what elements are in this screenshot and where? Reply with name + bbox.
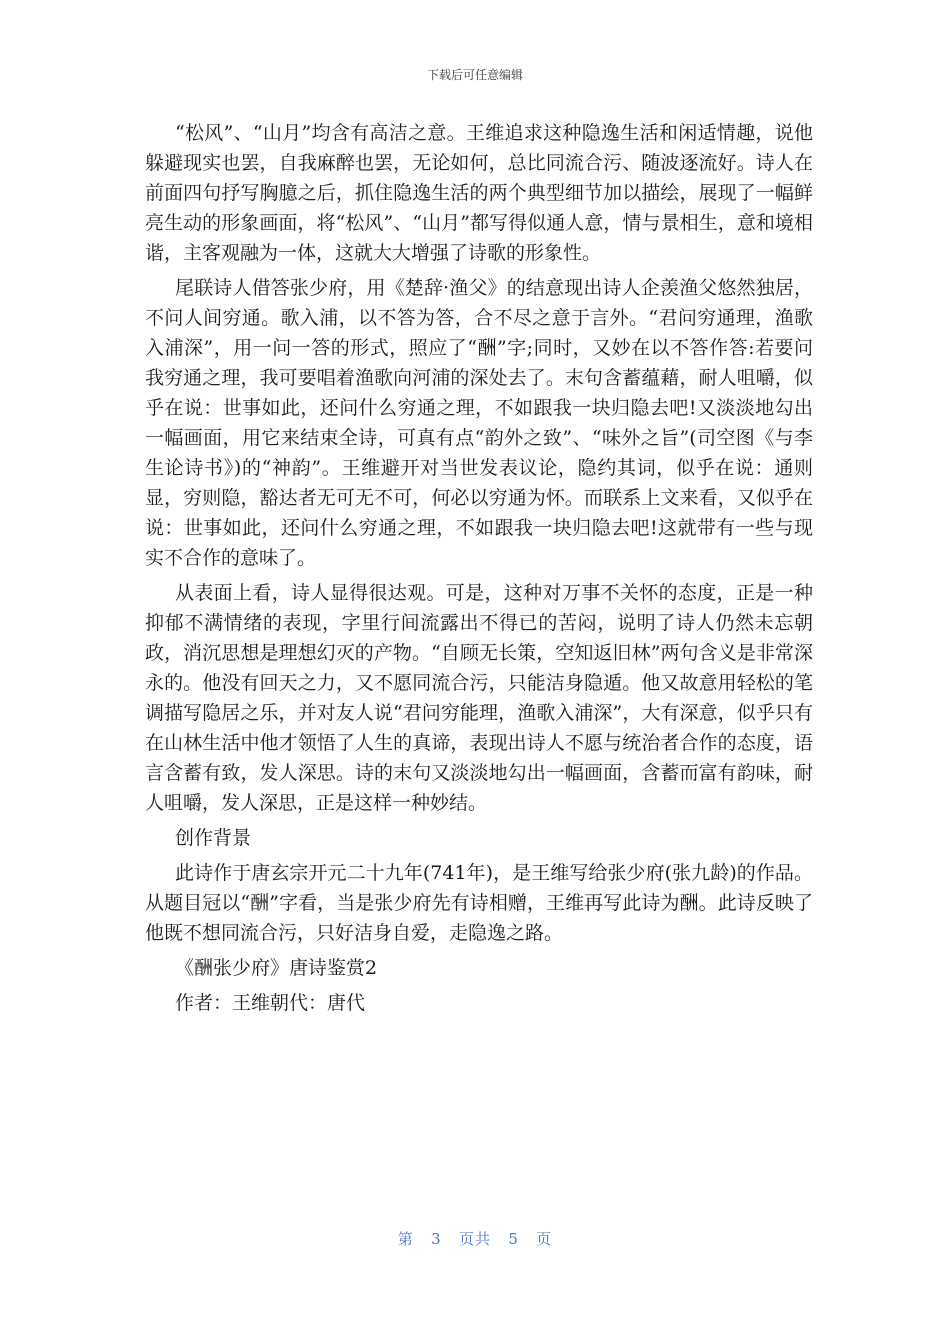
document-body	[145, 118, 813, 1018]
page-label-suffix: 页	[536, 1230, 553, 1248]
page-footer	[0, 1228, 950, 1249]
paragraph-3: 从表面上看，诗人显得很达观。可是，这种对万事不关怀的态度，正是一种抑郁不满情绪的表现，字里行间流露出不得已的苦闷，说明了诗人仍然未忘朝政，消沉思想是理想幻灭的产物。“自顾无长策，空知返旧林”两句含义是非常深永的。他没有回天之力，又不愿同流合污，只能洁身隐遁。他又故意用轻松的笔调描写隐居之乐，并对友人说“君问穷能理，渔歌入浦深”，大有深意，似乎只有在山林生活中他才领悟了人生的真谛，表现出诗人不愿与统治者合作的态度，语言含蓄有致，发人深思。诗的末句又淡淡地勾出一幅画面，含蓄而富有韵味，耐人咀嚼，发人深思，正是这样一种妙结。	[145, 582, 813, 814]
page-label-prefix: 第	[397, 1230, 414, 1248]
page-number-current: 3	[431, 1230, 442, 1248]
page-header: 下载后可任意编辑	[426, 68, 523, 82]
section-heading-background: 创作背景	[175, 827, 252, 849]
paragraph-background: 此诗作于唐玄宗开元二十九年(741年)，是王维写给张少府(张九龄)的作品。从题目冠以“酬”字看，当是张少府先有诗相赠，王维再写此诗为酬。此诗反映了他既不想同流合污，只好洁身自爱，走隐逸之路。	[145, 862, 813, 944]
paragraph-2: 尾联诗人借答张少府，用《楚辞·渔父》的结意现出诗人企羡渔父悠然独居，不问人间穷通。歌入浦，以不答为答，合不尽之意于言外。“君问穷通理，渔歌入浦深”，用一问一答的形式，照应了“酬”字;同时，又妙在以不答作答:若要问我穷通之理，我可要唱着渔歌向河浦的深处去了。末句含蓄蕴藉，耐人咀嚼，似乎在说：世事如此，还问什么穷通之理，不如跟我一块归隐去吧!又淡淡地勾出一幅画面，用它来结束全诗，可真有点“韵外之致”、“味外之旨”(司空图《与李生论诗书》)的“神韵”。王维避开对当世发表议论，隐约其词，似乎在说：通则显，穷则隐，豁达者无可无不可，何必以穷通为怀。而联系上文来看，又似乎在说：世事如此，还问什么穷通之理，不如跟我一块归隐去吧!这就带有一些与现实不合作的意味了。	[145, 277, 813, 569]
page-number-total: 5	[508, 1230, 519, 1248]
paragraph-1: “松风”、“山月”均含有高洁之意。王维追求这种隐逸生活和闲适情趣，说他躲避现实也罢，自我麻醉也罢，无论如何，总比同流合污、随波逐流好。诗人在前面四句抒写胸臆之后，抓住隐逸生活的两个典型细节加以描绘，展现了一幅鲜亮生动的形象画面，将“松风”、“山月”都写得似通人意，情与景相生，意和境相谐，主客观融为一体，这就大大增强了诗歌的形象性。	[145, 122, 813, 264]
author-line: 作者：王维朝代：唐代	[175, 992, 366, 1014]
page-label-middle: 页共	[458, 1230, 491, 1248]
section-title-appreciation-2: 《酬张少府》唐诗鉴赏2	[175, 957, 378, 979]
